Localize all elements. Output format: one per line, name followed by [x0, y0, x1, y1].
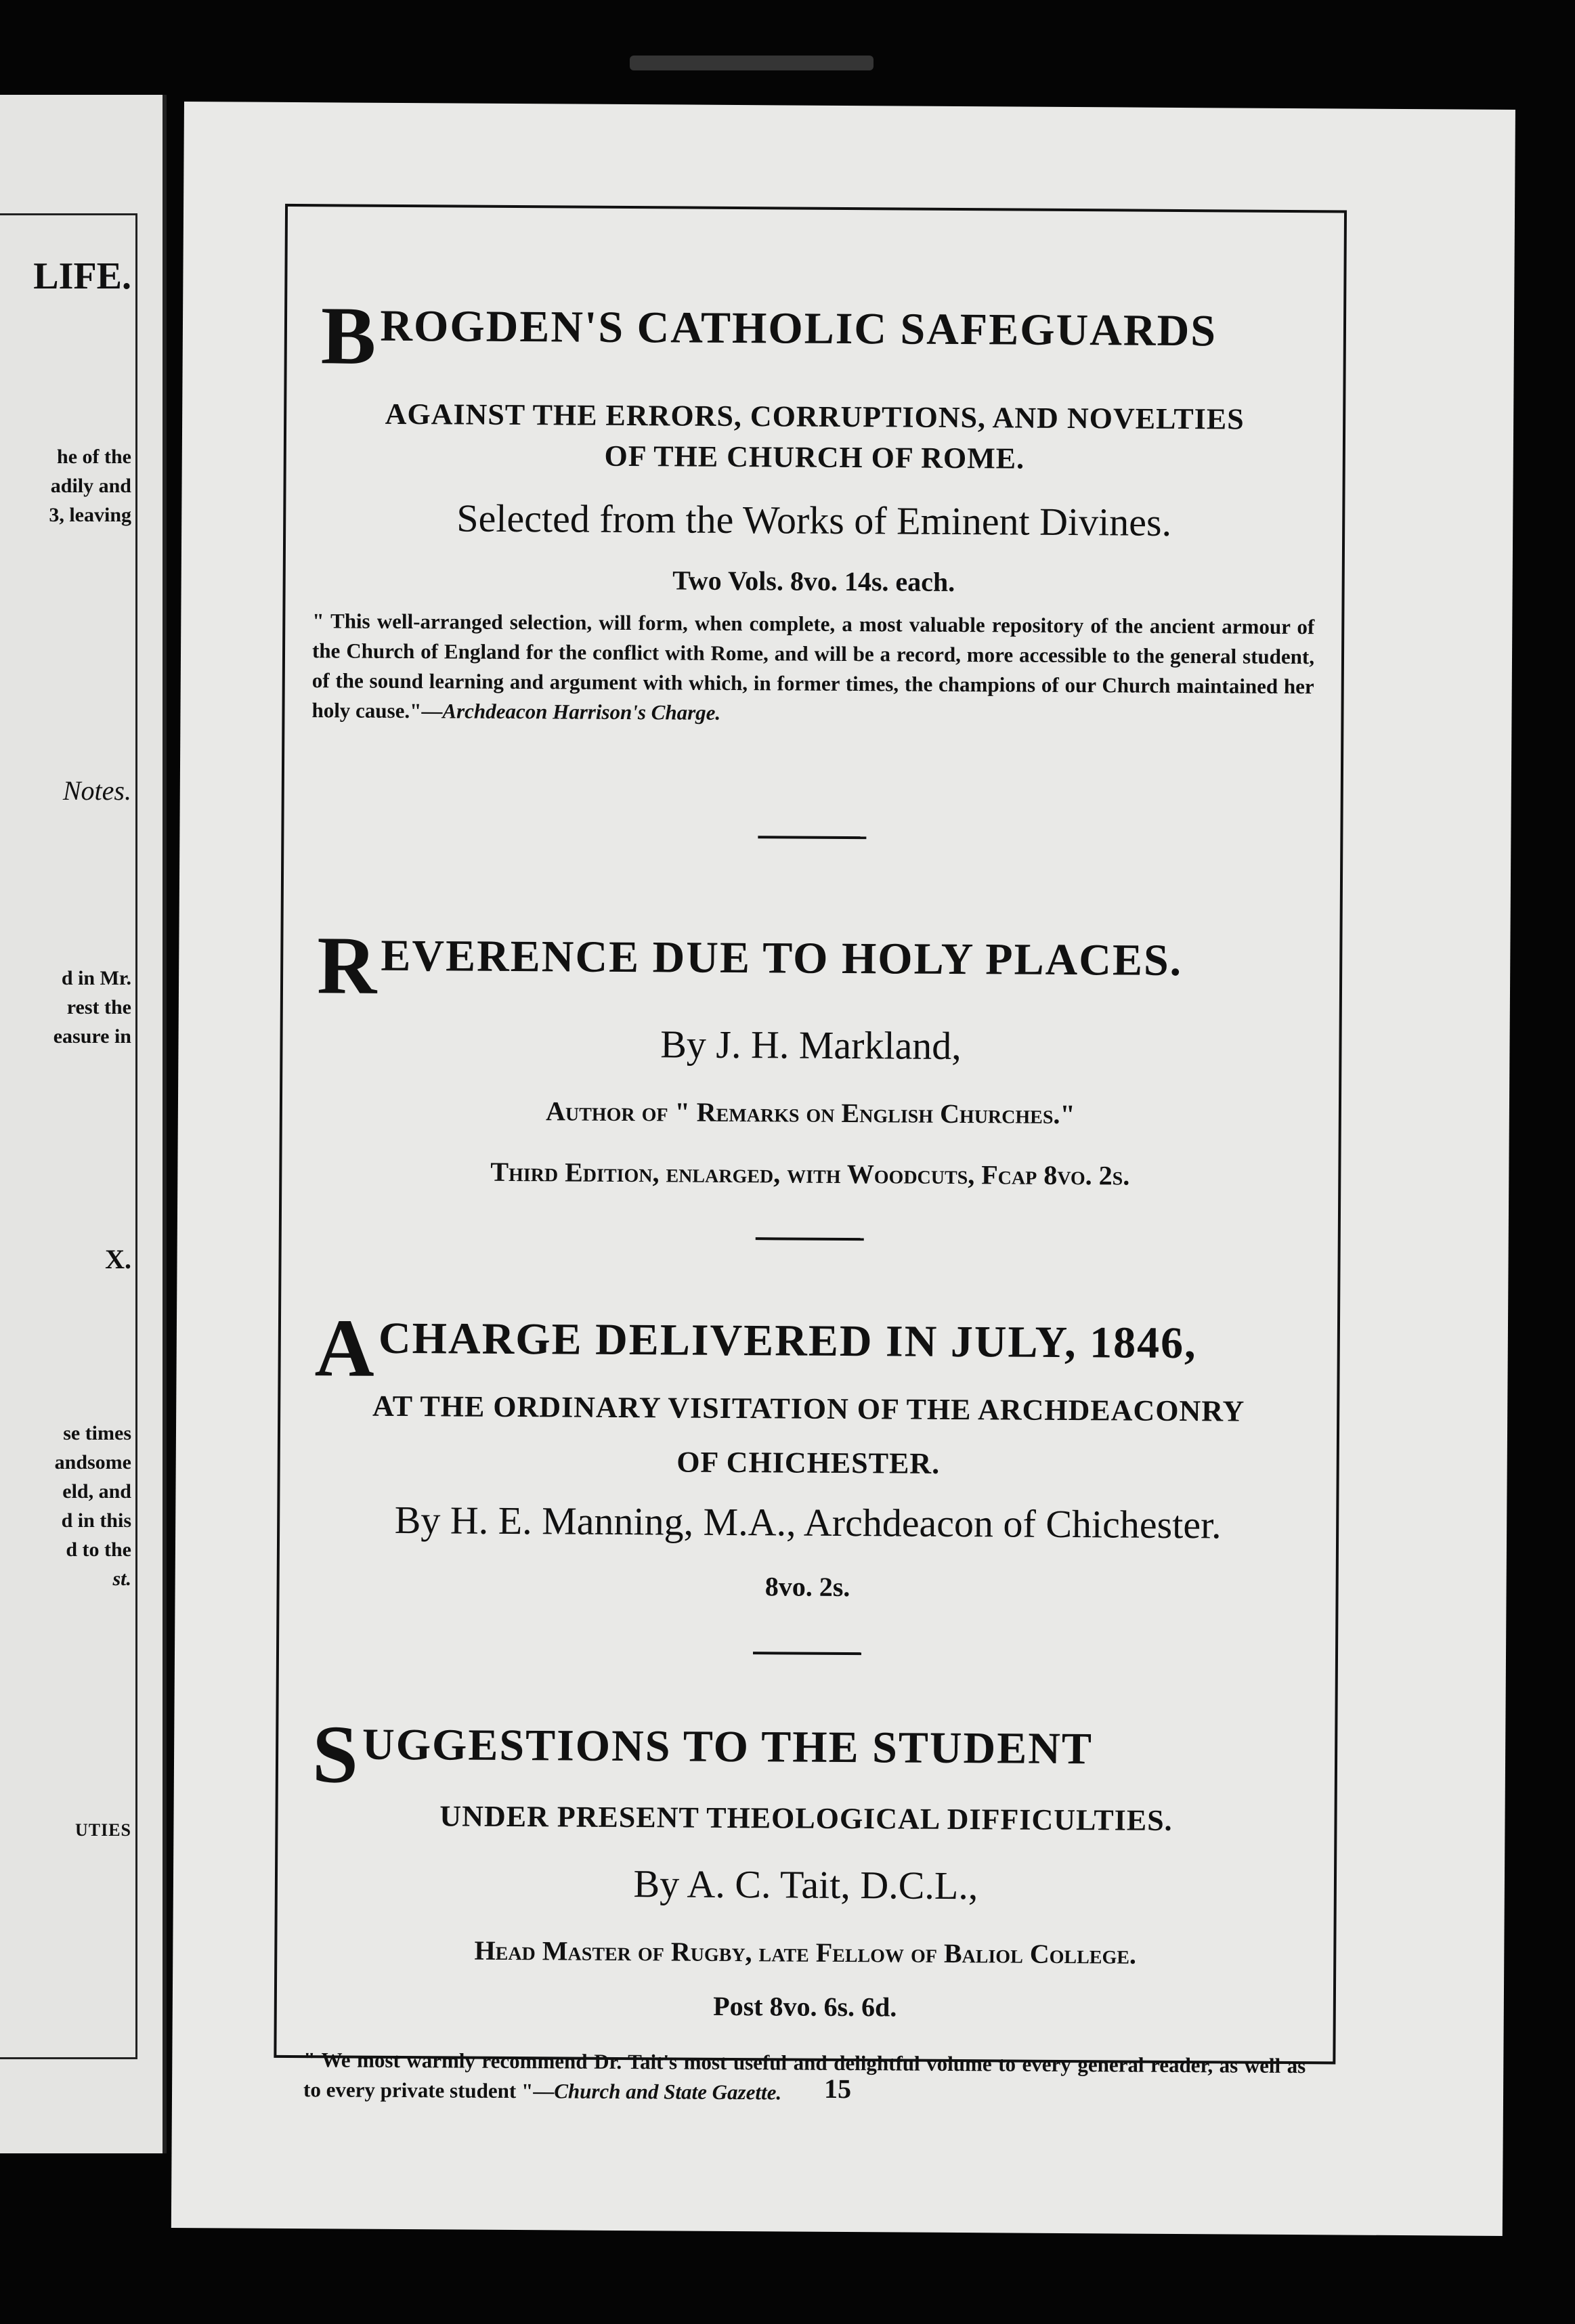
drop-cap: B: [320, 290, 378, 382]
ad-quote: [311, 606, 1314, 731]
ad-title-text: UGGESTIONS TO THE STUDENT: [362, 1719, 1094, 1774]
quote-source: Church and State Gazette.: [554, 2079, 782, 2105]
section-divider: [756, 1237, 864, 1241]
left-uties: UTIES: [74, 1820, 131, 1840]
ad-author: By H. E. Manning, M.A., Archdeacon of Chichester.: [394, 1497, 1222, 1547]
ad-title-text: ROGDEN'S CATHOLIC SAFEGUARDS: [380, 301, 1217, 356]
left-x: X.: [105, 1244, 131, 1274]
ad-author-note: Head Master of Rugby, late Fellow of Baliol College.: [474, 1935, 1137, 1970]
page-number: 15: [823, 2073, 852, 2105]
ad-price: 8vo. 2s.: [764, 1571, 850, 1603]
section-divider: [758, 836, 866, 839]
drop-cap: S: [311, 1708, 360, 1801]
ad-subtitle: OF THE CHURCH OF ROME.: [604, 439, 1025, 475]
quote-text: " We most warmly recommend Dr. Tait's most useful and delightful volume to every general reader, as well as to every private student "—: [303, 2048, 1306, 2103]
ad-author: By A. C. Tait, D.C.L.,: [633, 1862, 978, 1908]
left-text-line: d to the: [66, 1538, 131, 1561]
ad-title-text: CHARGE DELIVERED IN JULY, 1846,: [378, 1313, 1197, 1369]
ad-title: [311, 1708, 1301, 1802]
left-page-fragment: [0, 95, 167, 2153]
drop-cap: R: [316, 920, 379, 1012]
left-heading: LIFE.: [33, 255, 131, 297]
ad-title: [314, 1302, 1303, 1396]
drop-cap: A: [314, 1302, 376, 1394]
ad-subtitle: UNDER PRESENT THEOLOGICAL DIFFICULTIES.: [439, 1799, 1173, 1837]
top-smudge: [630, 56, 873, 70]
left-text-line: 3, leaving: [49, 504, 131, 526]
left-text-line: rest the: [66, 996, 131, 1018]
section-divider: [753, 1652, 861, 1655]
ad-author: By J. H. Markland,: [660, 1022, 962, 1069]
ad-subtitle: AGAINST THE ERRORS, CORRUPTIONS, AND NOVELTIES: [385, 397, 1245, 436]
left-text-line: d in this: [61, 1509, 131, 1532]
left-text-line: andsome: [54, 1451, 131, 1473]
left-text-line: d in Mr.: [61, 967, 131, 989]
quote-source: Archdeacon Harrison's Charge.: [442, 699, 721, 725]
left-notes: Notes.: [62, 775, 131, 806]
left-text-line: he of the: [57, 446, 131, 468]
ad-subtitle: AT THE ORDINARY VISITATION OF THE ARCHDEACONRY: [372, 1389, 1245, 1428]
ad-edition: Third Edition, enlarged, with Woodcuts, Fcap 8vo. 2s.: [490, 1156, 1130, 1191]
quote-text: " This well-arranged selection, will form, when complete, a most valuable repository of the ancient armour of the Church of England for the conflict with Rome, and will be a record, more accessible to the general student, of the sound learning and argument with which, in former times, the champions of our Church maintained her holy cause."—: [311, 609, 1315, 723]
ad-price: Two Vols. 8vo. 14s. each.: [672, 565, 955, 597]
left-text-line: se times: [63, 1422, 131, 1444]
left-text-line: adily and: [50, 475, 131, 497]
ad-title: [316, 920, 1306, 1013]
ad-subtitle: OF CHICHESTER.: [676, 1445, 941, 1480]
ad-description: Selected from the Works of Eminent Divines.: [456, 496, 1172, 544]
ad-author-note: Author of " Remarks on English Churches.": [545, 1096, 1075, 1130]
left-text-line: easure in: [53, 1025, 131, 1048]
ad-price: Post 8vo. 6s. 6d.: [713, 1990, 897, 2023]
left-text-line: eld, and: [62, 1480, 131, 1503]
advertisement-page: [171, 102, 1515, 2236]
left-text-line: st.: [112, 1568, 131, 1590]
ad-title: [320, 290, 1310, 383]
ad-title-text: EVERENCE DUE TO HOLY PLACES.: [381, 930, 1183, 986]
